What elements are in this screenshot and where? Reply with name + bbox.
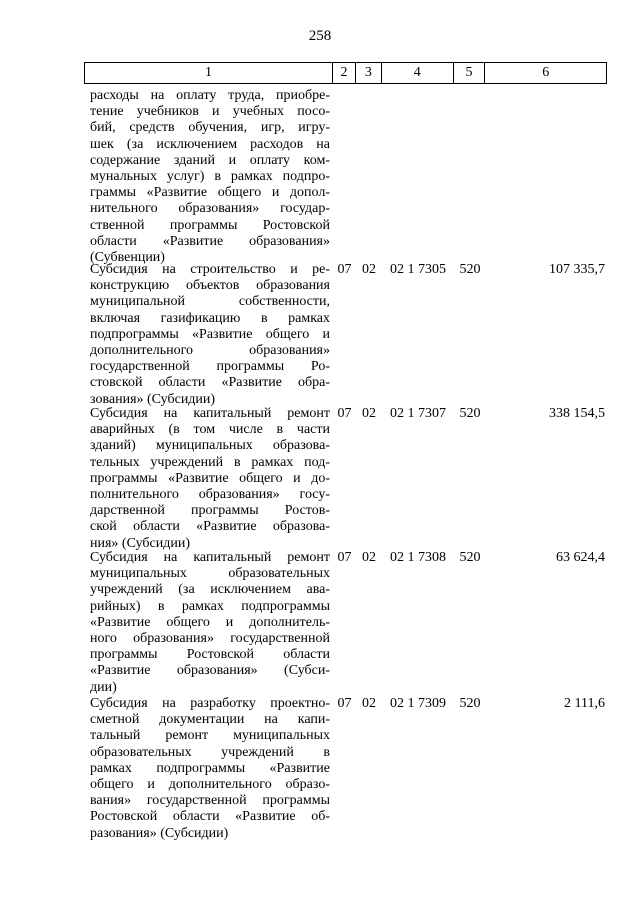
- text-line: шек (за исключением расходов на: [90, 136, 330, 152]
- cell-rz: 07: [337, 550, 352, 565]
- cell-sum: 2 111,6: [564, 696, 605, 711]
- text-line: содержание зданий и оплату ком-: [90, 152, 330, 168]
- table-row: [84, 550, 607, 696]
- text-line: дии): [90, 679, 117, 695]
- text-line: зования» (Субсидии): [90, 391, 216, 407]
- row-description: [84, 696, 333, 842]
- text-line: ного образования» государственной: [90, 631, 330, 647]
- text-line: ния» (Субсидии): [90, 535, 190, 551]
- text-line: нительного образования» государ-: [90, 201, 330, 217]
- text-line: мунальных услуг) в рамках подпро-: [90, 169, 330, 185]
- text-line: стовской области «Развитие обра-: [90, 375, 330, 391]
- text-line: включая газификацию в рамках: [90, 310, 330, 326]
- header-col-5: 5: [454, 63, 486, 83]
- text-line: конструкцию объектов образования: [90, 278, 330, 294]
- table-header: [84, 62, 607, 84]
- text-line: расходы на оплату труда, приобре-: [90, 88, 330, 103]
- text-line: программы «Развитие общего и до-: [90, 470, 330, 486]
- cell-vr: 520: [459, 550, 481, 565]
- header-col-6: 6: [542, 65, 550, 80]
- page-number: 258: [308, 28, 332, 44]
- header-col-4: 4: [382, 63, 454, 83]
- cell-sum: 63 624,4: [556, 550, 605, 565]
- text-line: Субсидия на разработку проектно-: [90, 696, 330, 711]
- text-line: тальный ремонт муниципальных: [90, 728, 330, 744]
- text-line: государственной программы Ро-: [90, 359, 330, 375]
- text-line: разования» (Субсидии): [90, 825, 229, 841]
- cell-csr: 02 1 7307: [390, 406, 446, 421]
- table-row: [84, 696, 607, 842]
- text-line: сметной документации на капи-: [90, 712, 330, 728]
- header-col-2: 2: [333, 63, 356, 83]
- text-line: рийных) в рамках подпрограммы: [90, 598, 330, 614]
- text-line: дополнительного образования»: [90, 343, 330, 359]
- row-description: [84, 262, 333, 408]
- header-col-1: 1: [85, 63, 333, 83]
- cell-csr: 02 1 7305: [390, 262, 446, 277]
- text-line: ственной программы Ростовской: [90, 217, 330, 233]
- text-line: области «Развитие образования»: [90, 233, 330, 249]
- cell-csr: 02 1 7308: [390, 550, 446, 565]
- text-line: Субсидия на капитальный ремонт: [90, 406, 330, 421]
- text-line: тение учебников и учебных посо-: [90, 104, 330, 120]
- text-line: «Развитие образования» (Субси-: [90, 663, 330, 679]
- text-line: бий, средств обучения, игр, игру-: [90, 120, 330, 136]
- text-line: общего и дополнительного образо-: [90, 777, 330, 793]
- text-line: муниципальной собственности,: [90, 294, 330, 310]
- text-line: образовательных учреждений в: [90, 744, 330, 760]
- row-description: [84, 550, 333, 696]
- text-line: дарственной программы Ростов-: [90, 503, 330, 519]
- cell-vr: 520: [459, 696, 481, 711]
- cell-pr: 02: [362, 262, 376, 277]
- cell-sum: 107 335,7: [549, 262, 605, 277]
- text-line: аварийных (в том числе в части: [90, 422, 330, 438]
- table-row: [84, 262, 607, 408]
- header-col-3: 3: [356, 63, 382, 83]
- text-line: (Субвенции): [90, 250, 165, 266]
- table-row: [84, 406, 607, 552]
- text-line: программы Ростовской области: [90, 647, 330, 663]
- cell-csr: 02 1 7309: [390, 696, 446, 711]
- text-line: Ростовской области «Развитие об-: [90, 809, 330, 825]
- cell-rz: 07: [337, 406, 352, 421]
- text-line: граммы «Развитие общего и допол-: [90, 185, 330, 201]
- cell-pr: 02: [362, 406, 376, 421]
- text-line: вания» государственной программы: [90, 793, 330, 809]
- cell-vr: 520: [459, 406, 481, 421]
- text-line: полнительного образования» госу-: [90, 487, 330, 503]
- cell-rz: 07: [337, 696, 352, 711]
- text-line: «Развитие общего и дополнитель-: [90, 614, 330, 630]
- continuation-row: [84, 88, 607, 266]
- text-line: тельных учреждений в рамках под-: [90, 454, 330, 470]
- text-line: муниципальных образовательных: [90, 566, 330, 582]
- continuation-text: [84, 88, 333, 266]
- cell-rz: 07: [337, 262, 352, 277]
- text-line: Субсидия на строительство и ре-: [90, 262, 330, 277]
- row-description: [84, 406, 333, 552]
- cell-pr: 02: [362, 550, 376, 565]
- text-line: подпрограммы «Развитие общего и: [90, 326, 330, 342]
- cell-pr: 02: [362, 696, 376, 711]
- text-line: рамках подпрограммы «Развитие: [90, 760, 330, 776]
- cell-vr: 520: [459, 262, 481, 277]
- text-line: учреждений (за исключением ава-: [90, 582, 330, 598]
- text-line: ской области «Развитие образова-: [90, 519, 330, 535]
- text-line: зданий) муниципальных образова-: [90, 438, 330, 454]
- cell-sum: 338 154,5: [549, 406, 605, 421]
- text-line: Субсидия на капитальный ремонт: [90, 550, 330, 565]
